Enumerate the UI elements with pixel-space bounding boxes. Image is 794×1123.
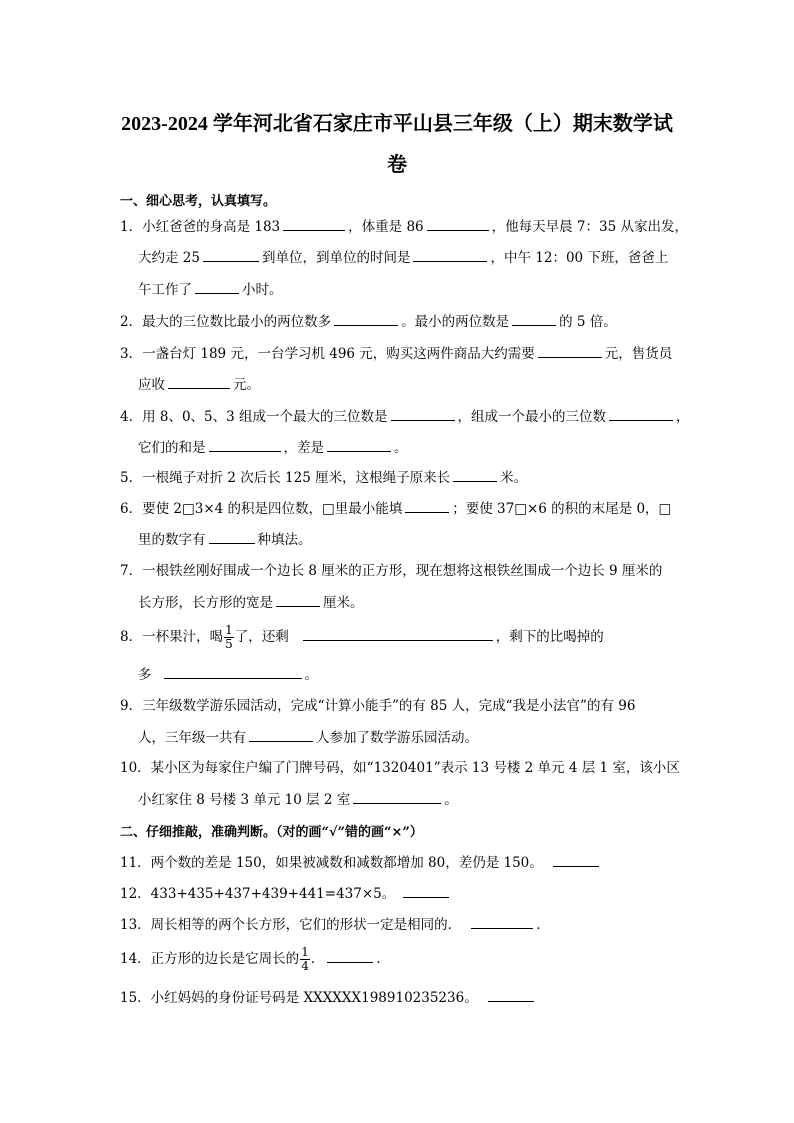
question-13: 13．周长相等的两个长方形，它们的形状一定是相同的． ． (120, 917, 550, 933)
answer-blank[interactable] (209, 438, 281, 452)
fraction-one-quarter: $\frac{1}{4}$ (301, 945, 309, 973)
question-15: 15．小红妈妈的身份证号码是 XXXXXX198910235236。 (120, 988, 537, 1007)
answer-blank[interactable] (283, 217, 345, 231)
answer-blank[interactable] (209, 530, 255, 544)
answer-blank[interactable] (303, 627, 493, 641)
question-12: 12．433+435+437+439+441=437×5。 (120, 884, 452, 903)
question-1-line-1: 1．小红爸爸的身高是 183 ，体重是 86 ，他每天早晨 7：35 从家出发， (120, 219, 688, 235)
page-title-continued: 卷 (387, 154, 407, 176)
answer-blank[interactable] (203, 248, 259, 262)
question-7-line-2: 长方形，长方形的宽是 厘米。 (138, 595, 364, 611)
question-9-line-2: 人，三年级一共有 人参加了数学游乐园活动。 (138, 730, 478, 746)
question-2: 2．最大的三位数比最小的两位数多 。最小的两位数是 的 5 倍。 (120, 314, 617, 330)
answer-blank[interactable] (538, 344, 602, 358)
question-4-line-1: 4．用 8、0、5、3 组成一个最大的三位数是 ，组成一个最小的三位数 ， (120, 409, 690, 425)
question-10-line-1: 10．某小区为每家住户编了门牌号码，如“1320401”表示 13 号楼 2 单元 4 层 1 室，该小区 (120, 760, 680, 776)
question-11: 11．两个数的差是 150，如果被减数和减数都增加 80，差仍是 150。 (120, 853, 602, 872)
page-title: 2023-2024 学年河北省石家庄市平山县三年级（上）期末数学试 (121, 113, 673, 135)
answer-blank[interactable] (609, 407, 673, 421)
fraction-one-fifth: $\frac{1}{5}$ (225, 623, 233, 651)
question-3-line-1: 3．一盏台灯 189 元，一台学习机 496 元，购买这两件商品大约需要 元，售货员 (120, 346, 673, 362)
question-8-line-2: 多 。 (138, 667, 318, 683)
answer-blank[interactable] (471, 915, 533, 929)
question-3-line-2: 应收 元。 (138, 377, 260, 393)
question-6-line-1: 6．要使 2□3×4 的积是四位数，□里最小能填 ；要使 37□×6 的积的末尾是 0，□ (120, 501, 672, 517)
answer-blank[interactable] (195, 280, 239, 294)
answer-blank[interactable] (334, 312, 398, 326)
answer-blank[interactable] (405, 499, 449, 513)
question-14: 14．正方形的边长是它周长的 $\frac{1}{4}$ ． ． (120, 945, 390, 973)
question-6-line-2: 里的数字有 种填法。 (138, 532, 312, 548)
question-1-line-3: 午工作了 小时。 (138, 282, 283, 298)
question-7-line-1: 7．一根铁丝刚好围成一个边长 8 厘米的正方形，现在想将这根铁丝围成一个边长 9 厘米的 (120, 563, 663, 579)
answer-blank[interactable] (276, 593, 320, 607)
answer-blank[interactable] (164, 665, 302, 679)
section-2-heading: 二、仔细推敲，准确判断。（对的画“√”错的画“×”） (120, 825, 423, 840)
question-4-line-2: 它们的和是 ，差是 。 (138, 440, 408, 456)
answer-blank[interactable] (413, 248, 487, 262)
question-10-line-2: 小红家住 8 号楼 3 单元 10 层 2 室 。 (138, 792, 458, 808)
answer-blank[interactable] (453, 468, 497, 482)
answer-blank[interactable] (553, 853, 599, 867)
answer-blank[interactable] (488, 988, 534, 1002)
question-5: 5．一根绳子对折 2 次后长 125 厘米，这根绳子原来长 米。 (120, 470, 528, 486)
answer-blank[interactable] (353, 790, 441, 804)
answer-blank[interactable] (427, 217, 489, 231)
answer-blank[interactable] (512, 312, 556, 326)
question-8-line-1: 8．一杯果汁，喝 $\frac{1}{5}$ 了，还剩 ，剩下的比喝掉的 (120, 623, 604, 651)
answer-blank[interactable] (249, 728, 313, 742)
answer-blank[interactable] (391, 407, 455, 421)
answer-blank[interactable] (327, 438, 391, 452)
question-1-line-2: 大约走 25 到单位，到单位的时间是 ，中午 12：00 下班，爸爸上 (138, 250, 669, 266)
answer-blank[interactable] (403, 884, 449, 898)
answer-blank[interactable] (168, 375, 230, 389)
question-9-line-1: 9．三年级数学游乐园活动，完成“计算小能手”的有 85 人，完成“我是小法官”的有 96 (120, 698, 636, 714)
answer-blank[interactable] (327, 949, 373, 963)
section-1-heading: 一、细心思考，认真填写。 (120, 194, 277, 209)
